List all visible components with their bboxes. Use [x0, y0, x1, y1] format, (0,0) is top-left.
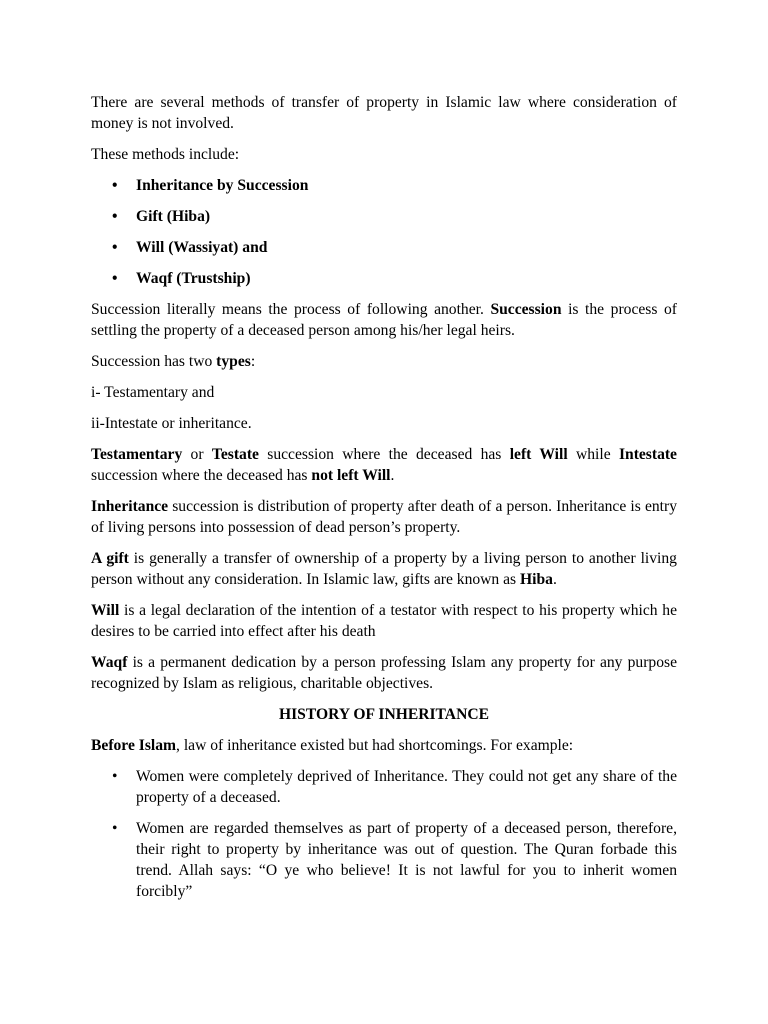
intro-paragraph: There are several methods of transfer of property in Islamic law where consideration of money is not involved. [91, 94, 677, 132]
list-item: • Women are regarded themselves as part of property of a deceased person, therefore, their right to property by inheritance was out of question. The Quran forbade this trend. Allah says: “O ye who believe! It is not lawful for you to inherit women forcibly” [91, 818, 677, 902]
list-item: • Inheritance by Succession [91, 175, 677, 196]
methods-list [91, 175, 677, 289]
succession-types: Succession has two types: [91, 353, 256, 370]
shortcomings-list [91, 766, 677, 902]
type-testamentary: i- Testamentary and [91, 384, 215, 401]
list-item: • Gift (Hiba) [91, 206, 677, 227]
will-paragraph: Will is a legal declaration of the intention of a testator with respect to his property which he desires to be carried into effect after his death [91, 602, 677, 640]
list-item: • Women were completely deprived of Inheritance. They could not get any share of the property of a deceased. [91, 766, 677, 808]
succession-definition: Succession literally means the process of following another. Succession is the process of settling the property of a deceased person among his/her legal heirs. [91, 301, 677, 339]
type-intestate: ii-Intestate or inheritance. [91, 415, 252, 432]
section-heading: HISTORY OF INHERITANCE [278, 706, 489, 723]
before-islam-paragraph: Before Islam, law of inheritance existed but had shortcomings. For example: [91, 737, 574, 754]
methods-intro: These methods include: [91, 146, 240, 163]
testamentary-paragraph: Testamentary or Testate succession where the deceased has left Will while Intestate succession where the deceased has not left Will. [91, 446, 677, 484]
document-body [91, 92, 677, 912]
inheritance-paragraph: Inheritance succession is distribution of property after death of a person. Inheritance is entry of living persons into possession of dead person’s property. [91, 498, 677, 536]
waqf-paragraph: Waqf is a permanent dedication by a person professing Islam any property for any purpose recognized by Islam as religious, charitable objectives. [91, 654, 677, 692]
gift-paragraph: A gift is generally a transfer of ownership of a property by a living person to another living person without any consideration. In Islamic law, gifts are known as Hiba. [91, 550, 677, 588]
list-item: • Waqf (Trustship) [91, 268, 677, 289]
list-item: • Will (Wassiyat) and [91, 237, 677, 258]
